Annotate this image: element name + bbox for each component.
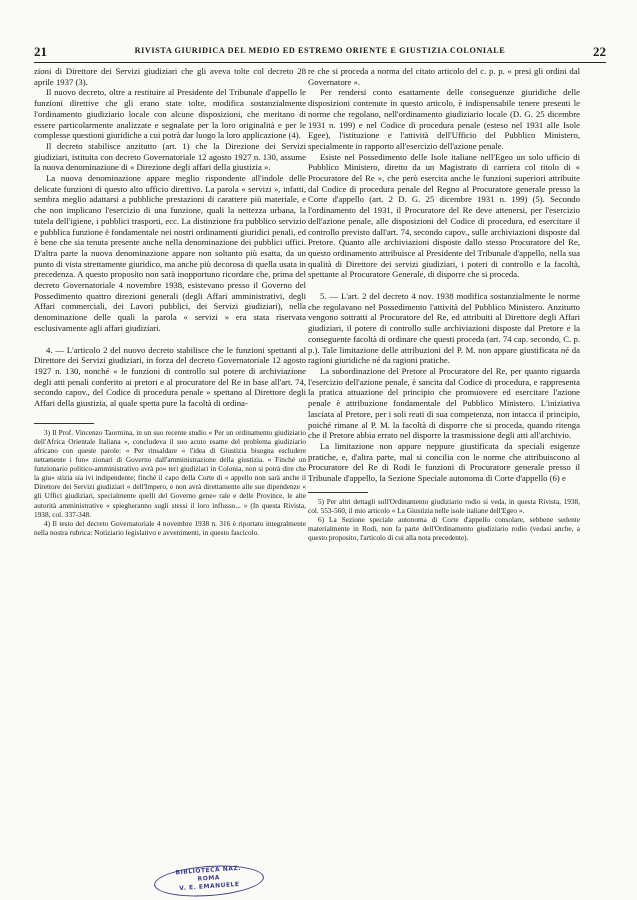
paragraph: Il nuovo decreto, oltre a restituire al Presidente del Tribunale d'appello le funzioni direttive che gli erano state tolte, modifica sostanzialmente l'ordinamento giudiziario locale con alcune disposizioni, che meritano di essere particolarmente analizzate e segnalate per la loro originalità e per le complesse questioni giuridiche a cui potrà dar luogo la loro applicazione (4). <box>34 87 306 141</box>
footnote: 5) Per altri dettagli sull'Ordinamento giudiziario rodio si veda, in questa Rivista, 1938, col. 553-560, il mio articolo « La Giustizia nelle isole italiane dell'Egeo ». <box>308 496 580 515</box>
journal-title: RIVISTA GIURIDICA DEL MEDIO ED ESTREMO ORIENTE E GIUSTIZIA COLONIALE <box>134 46 506 55</box>
footnote: 3) Il Prof. Vincenzo Taormina, in un suo recente studio « Per un ordinamento giudiziario dell'Africa Orientale Italiana », concludeva il suo acuto esame del problema giudiziario africano con queste parole: « Per rinsaldare « l'idea di Giustizia bisogna escludere nettamente i fun« zionari di Governo dall'amministrazione della giustizia. « Finché un funzionario politico-amministrativo avrà po« teri giudiziari in Colonia, non si potrà dire che la giu« stizia sia ivi indipendente; finché il capo della Corte di « appello non sarà anche il Direttore dei Servizi giudiziari « dell'Impero, e non avrà direttamente alle sue dipendenze « gli Uffici giudiziari, specialmente quelli del Governo gene« rale e delle Province, le alte autorità amministrative « spiegheranno sugli stessi il loro influsso... » (In questa Rivista, 1938, col. 337-348. <box>34 427 306 519</box>
stamp-line: ROMA <box>197 874 221 883</box>
paragraph: La nuova denominazione appare meglio rispondente all'indole delle delicate funzioni di questo alto ufficio direttivo. La parola « servizi », infatti, sembra meglio adattarsi a pubbliche prestazioni di carattere più materiale, e che non implicano l'esercizio di una funzione, quali la nettezza urbana, la tutela dell'igiene, i pubblici trasporti, ecc. La distinzione fra pubblico servizio e pubblica funzione è fondamentale nei nostri ordinamenti giuridici penali, ed è bene che sia tenuta presente anche nella denominazione dei pubblici uffici. D'altra parte la nuova denominazione appare non soltanto più esatta, da un punto di vista strettamente giuridico, ma anche più decorosa di quella usata in precedenza. A questo proposito non sarà inopportuno ricordare che, prima del decreto Governatoriale 4 novembre 1938, esistevano presso il Governo del Possedimento quattro direzioni generali (degli Affari amministrativi, degli Affari commerciali, dei Lavori pubblici, dei Servizi giudiziari), nella denominazione delle quali la parola « servizi » era stata riservata esclusivamente agli affari giudiziari. <box>34 173 306 333</box>
page-number-left: 21 <box>34 44 47 59</box>
right-column <box>308 66 580 542</box>
left-column <box>34 66 306 537</box>
stamp-line: V. E. EMANUELE <box>179 880 240 893</box>
paragraph: La limitazione non appare neppure giustificata da speciali esigenze pratiche, e, d'altra parte, mal si concilia con le norme che attribuiscono al Procuratore del Re di Rodi le funzioni di Procuratore generale presso il Tribunale d'appello, la Sezione Speciale autonoma di Corte d'appello (6) e <box>308 440 580 484</box>
section-paragraph: 5. — L'art. 2 del decreto 4 nov. 1938 modifica sostanzialmente le norme che regolavano nel Possedimento l'attività del Pubblico Ministero. Anzitutto vengono sottratti al Procuratore del Re, ed attribuiti al Direttore degli Affari giudiziari, il potere di controllo sulle archiviazioni disposte dal Pretore e la conseguente facoltà di ordinare che questi proceda (art. 74 cap. secondo, C. p. p.). Tale limitazione delle attribuzioni del P. M. non appare giustificata né da ragioni giuridiche né da ragioni pratiche. <box>308 291 580 366</box>
library-stamp <box>153 862 265 900</box>
paragraph: re che si proceda a norma del citato articolo del c. p. p. « presi gli ordini dal Governatore ». <box>308 66 580 87</box>
section-paragraph: 4. — L'articolo 2 del nuovo decreto stabilisce che le funzioni spettanti al Direttore dei Servizi giudiziari, in forza del decreto Governatoriale 12 agosto 1927 n. 130, nonché « le funzioni di controllo sul potere di archiviazione degli atti penali conferito ai pretori e al procuratore del Re in base all'art. 74, secondo capov., del Codice di procedura penale » spettano al Direttore degli Affari della giustizia, al quale spetta pure la facoltà di ordina- <box>34 344 306 409</box>
footnote: 4) Il testo del decreto Governatoriale 4 novembre 1938 n. 316 è riportato integralmente nella nostra rubrica: Notiziario legislativo e avvenimenti, in questo fascicolo. <box>34 518 306 537</box>
footnote-rule <box>308 492 368 493</box>
footnote-rule <box>34 423 94 424</box>
page-number-right: 22 <box>593 44 606 59</box>
paragraph: Per rendersi conto esattamente delle conseguenze giuridiche delle disposizioni contenute in questo articolo, è indispensabile tenere presenti le norme che regolano, nell'ordinamento giudiziario locale (D. G. 25 dicembre 1931 n. 199) e nel Codice di procedura penale (esteso nel 1931 alle Isole Egee), l'istituzione e l'attività dell'Ufficio del Pubblico Ministero, specialmente in rapporto all'esercizio dell'azione penale. <box>308 87 580 151</box>
header-rule <box>34 62 606 63</box>
paragraph: La subordinazione del Pretore al Procuratore del Re, per quanto riguarda l'esercizio dell'azione penale, è sancita dal Codice di procedura, e rappresenta la pratica attuazione del principio che promuovere ed esercitare l'azione penale è attribuzione fondamentale del Pubblico Ministero. L'iniziativa lasciata al Pretore, per i soli reati di sua competenza, non intacca il principio, poiché rimane al P. M. la facoltà di disporre che si proceda, quando ritenga che il Pretore abbia errato nel disporre la trasmissione degli atti all'archivio. <box>308 365 580 441</box>
paragraph: Il decreto stabilisce anzitutto (art. 1) che la Direzione dei Servizi giudiziari, istituita con decreto Governatoriale 12 agosto 1927 n. 130, assume la nuova denominazione di « Direzione degli affari della giustizia ». <box>34 140 306 173</box>
running-header <box>34 44 606 58</box>
stamp-line: BIBLIOTECA NAZ. <box>175 864 242 877</box>
paragraph: Esiste nel Possedimento delle Isole italiane nell'Egeo un solo ufficio di Pubblico Ministero, diretto da un Magistrato di carriera col titolo di « Procuratore del Re », che però esercita anche le funzioni superiori attribuite dal Codice di procedura penale del Regno al Procuratore generale presso la Corte d'appello (art. 2 D. G. 25 dicembre 1931 n. 199) (5). Secondo l'ordinamento del 1931, il Procuratore del Re deve attenersi, per l'esercizio dell'azione penale, alle disposizioni del Codice di procedura, ed esercitare il controllo previsto dall'art. 74, secondo capov., sulle archiviazioni disposte dal Pretore. Quanto alle archiviazioni disposte dallo stesso Procuratore del Re, questo ordinamento attribuisce al Presidente del Tribunale d'appello, nella sua qualità di Direttore dei servizi giudiziari, i poteri di controllo e la facoltà, spettante al Procuratore Generale, di disporre che si proceda. <box>308 151 580 280</box>
paragraph: zioni di Direttore dei Servizi giudiziari che gli aveva tolte col decreto 28 aprile 1937 (3). <box>34 66 306 87</box>
footnote: 6) La Sezione speciale autonoma di Corte d'appello consolare, sebbene sedente materialmente in Rodi, non fa parte dell'Ordinamento giudiziario rodio (vedasi anche, a questo proposito, l'articolo di cui alla nota precedente). <box>308 514 580 543</box>
